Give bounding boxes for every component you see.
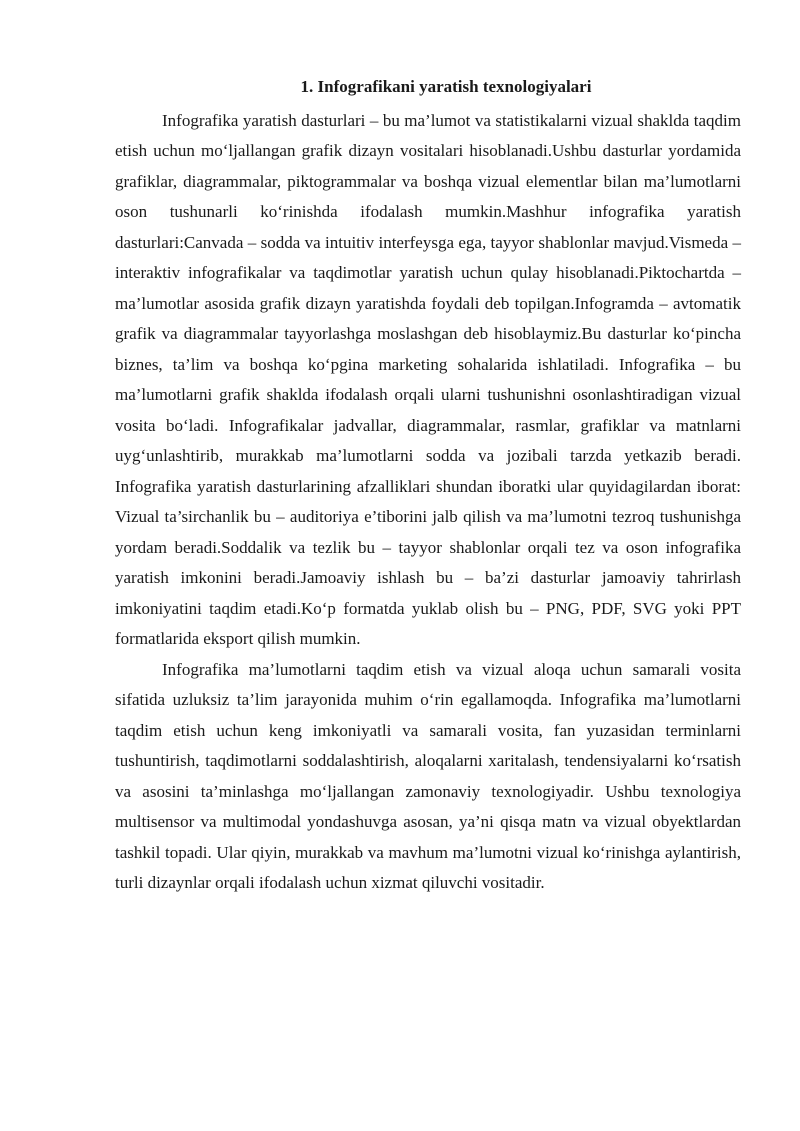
document-body [115, 72, 741, 899]
paragraph-2: Infografika ma’lumotlarni taqdim etish va vizual aloqa uchun samarali vosita sifatida uzluksiz ta’lim jarayonida muhim o‘rin egallamoqda. Infografika ma’lumotlarni taqdim etish uchun keng imkoniyatli va samarali vosita, fan yuzasidan terminlarni tushuntirish, taqdimotlarni soddalashtirish, aloqalarni xaritalash, tendensiyalarni ko‘rsatish va asosini ta’minlashga mo‘ljallangan zamonaviy texnologiyadir. Ushbu texnologiya multisensor va multimodal yondashuvga asosan, ya’ni qisqa matn va vizual obyektlardan tashkil topadi. Ular qiyin, murakkab va mavhum ma’lumotni vizual ko‘rinishga aylantirish, turli dizaynlar orqali ifodalash uchun xizmat qiluvchi vositadir. [115, 659, 741, 892]
section-heading: 1. Infografikani yaratish texnologiyalari [300, 77, 592, 96]
paragraph-1: Infografika yaratish dasturlari – bu ma’lumot va statistikalarni vizual shaklda taqdim etish uchun mo‘ljallangan grafik dizayn vositalari hisoblanadi.Ushbu dasturlar yordamida grafiklar, diagrammalar, piktogrammalar va boshqa vizual elementlar bilan ma’lumotlarni oson tushunarli ko‘rinishda ifodalash mumkin.Mashhur infografika yaratish dasturlari:Canvada – sodda va intuitiv interfeysga ega, tayyor shablonlar mavjud.Vismeda – interaktiv infografikalar va taqdimotlar yaratish uchun qulay hisoblanadi.Piktochartda – ma’lumotlar asosida grafik dizayn yaratishda foydali deb topilgan.Infogramda – avtomatik grafik va diagrammalar tayyorlashga moslashgan deb hisoblaymiz.Bu dasturlar ko‘pincha biznes, ta’lim va boshqa ko‘pgina marketing sohalarida ishlatiladi. Infografika – bu ma’lumotlarni grafik shaklda ifodalash orqali ularni tushunishni osonlashtiradigan vizual vosita bo‘ladi. Infografikalar jadvallar, diagrammalar, rasmlar, grafiklar va matnlarni uyg‘unlashtirib, murakkab ma’lumotlarni sodda va jozibali tarzda yetkazib beradi. Infografika yaratish dasturlarining afzalliklari shundan iboratki ular quyidagilardan iborat: Vizual ta’sirchanlik bu – auditoriya e’tiborini jalb qilish va ma’lumotni tezroq tushunishga yordam beradi.Soddalik va tezlik bu – tayyor shablonlar orqali tez va oson infografika yaratish imkonini beradi.Jamoaviy ishlash bu – ba’zi dasturlar jamoaviy tahrirlash imkoniyatini taqdim etadi.Ko‘p formatda yuklab olish bu – PNG, PDF, SVG yoki PPT formatlarida eksport qilish mumkin. [115, 110, 741, 648]
